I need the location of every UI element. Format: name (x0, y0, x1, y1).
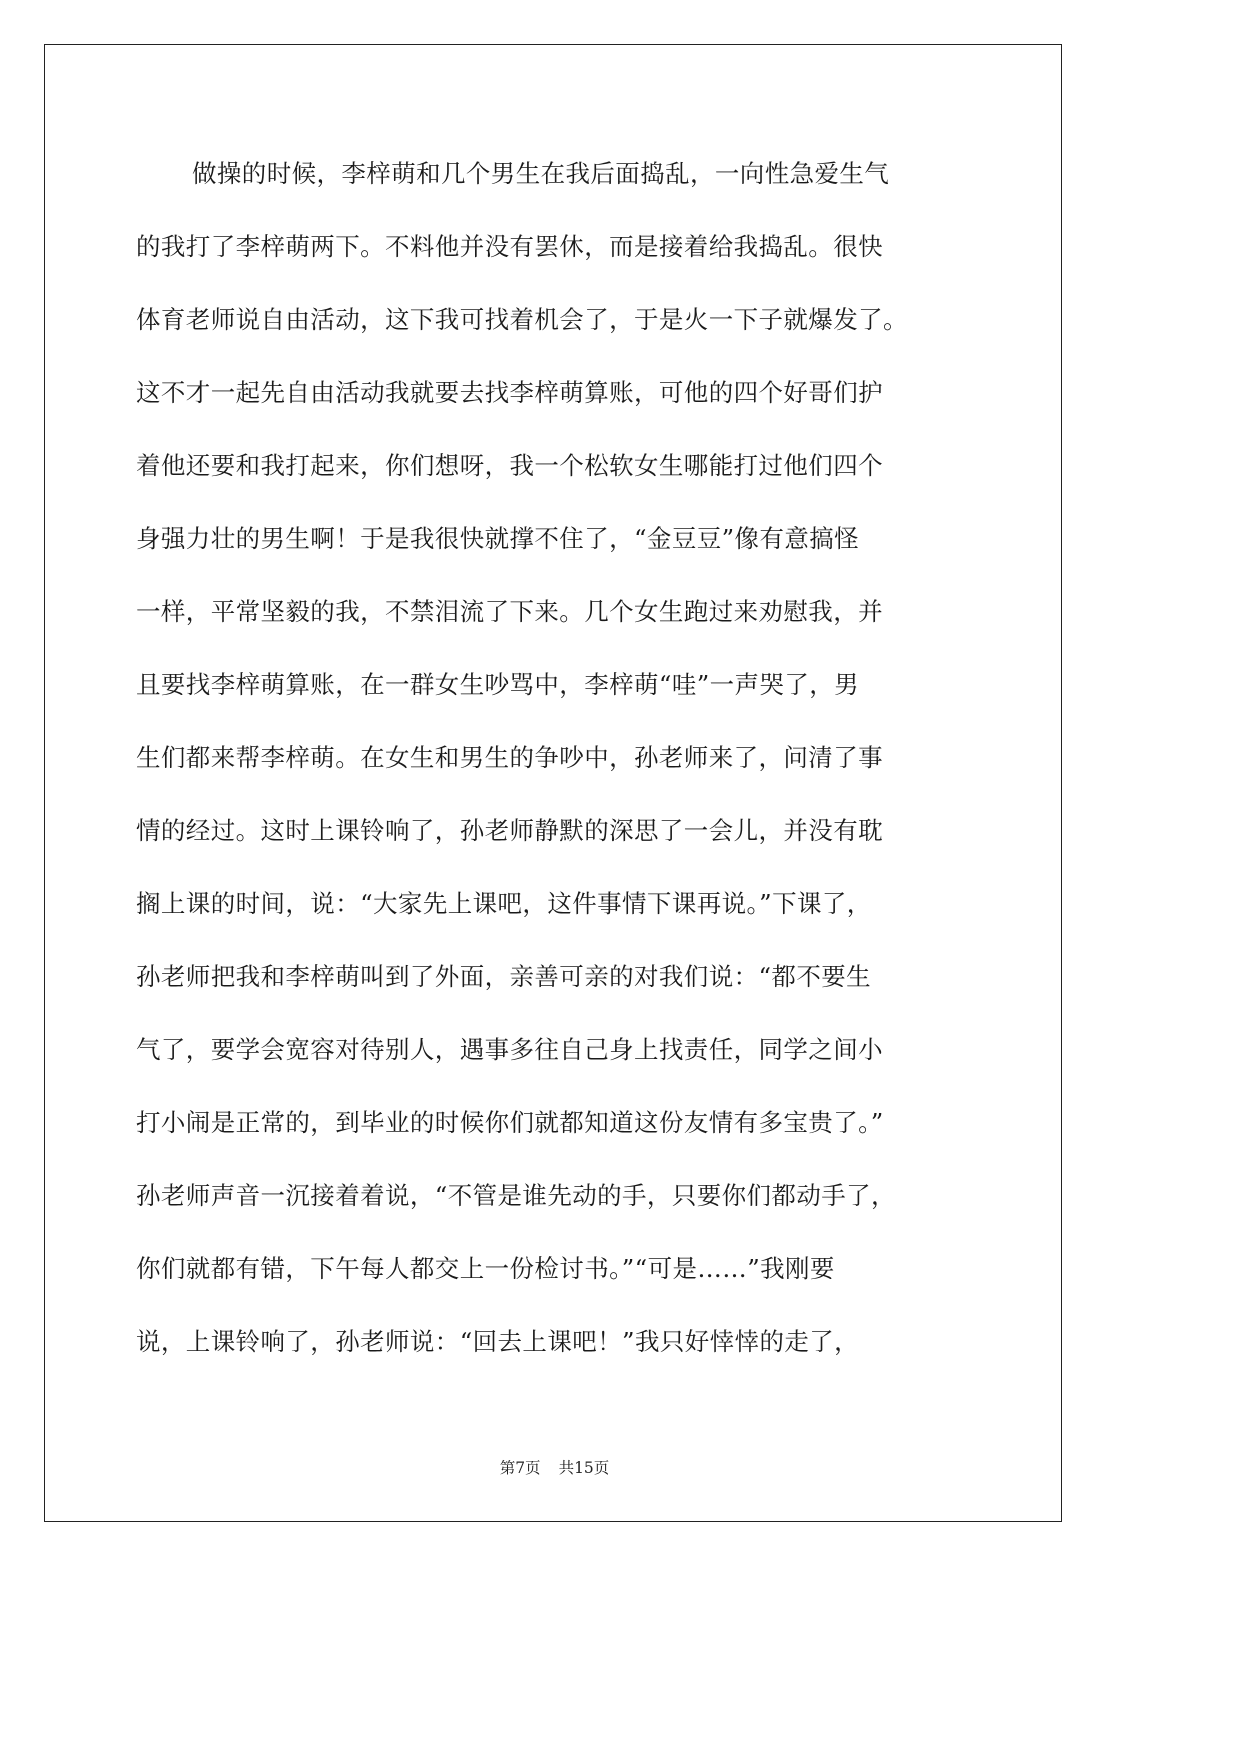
text-line: 生们都来帮李梓萌。在女生和男生的争吵中，孙老师来了，问清了事 (136, 743, 883, 772)
text-line: 你们就都有错，下午每人都交上一份检讨书。”“可是……”我刚要 (136, 1254, 835, 1283)
body-paragraph (136, 146, 978, 1387)
text-line: 孙老师声音一沉接着着说，“不管是谁先动的手，只要你们都动手了， (136, 1181, 896, 1210)
page-number: 第7页 (499, 1459, 541, 1477)
text-line: 打小闹是正常的，到毕业的时候你们就都知道这份友情有多宝贵了。” (136, 1108, 884, 1137)
total-pages: 共15页 (558, 1459, 610, 1477)
text-line: 气了，要学会宽容对待别人，遇事多往自己身上找责任，同学之间小 (136, 1035, 883, 1064)
text-line: 这不才一起先自由活动我就要去找李梓萌算账，可他的四个好哥们护 (136, 378, 883, 407)
text-line: 身强力壮的男生啊！于是我很快就撑不住了，“金豆豆”像有意搞怪 (136, 524, 860, 553)
text-line: 且要找李梓萌算账，在一群女生吵骂中，李梓萌“哇”一声哭了，男 (136, 670, 860, 699)
text-line: 的我打了李梓萌两下。不料他并没有罢休，而是接着给我捣乱。很快 (136, 232, 883, 261)
text-line: 搁上课的时间，说：“大家先上课吧，这件事情下课再说。”下课了， (136, 889, 872, 918)
page-footer (0, 1458, 1109, 1478)
text-line: 一样，平常坚毅的我，不禁泪流了下来。几个女生跑过来劝慰我，并 (136, 597, 883, 626)
text-line: 孙老师把我和李梓萌叫到了外面，亲善可亲的对我们说：“都不要生 (136, 962, 872, 991)
text-line: 说，上课铃响了，孙老师说：“回去上课吧！”我只好悻悻的走了， (136, 1327, 860, 1356)
text-line: 做操的时候，李梓萌和几个男生在我后面捣乱，一向性急爱生气 (192, 159, 890, 188)
text-line: 着他还要和我打起来，你们想呀，我一个松软女生哪能打过他们四个 (136, 451, 883, 480)
text-line: 情的经过。这时上课铃响了，孙老师静默的深思了一会儿，并没有耽 (136, 816, 883, 845)
text-line: 体育老师说自由活动，这下我可找着机会了，于是火一下子就爆发了。 (136, 305, 908, 334)
